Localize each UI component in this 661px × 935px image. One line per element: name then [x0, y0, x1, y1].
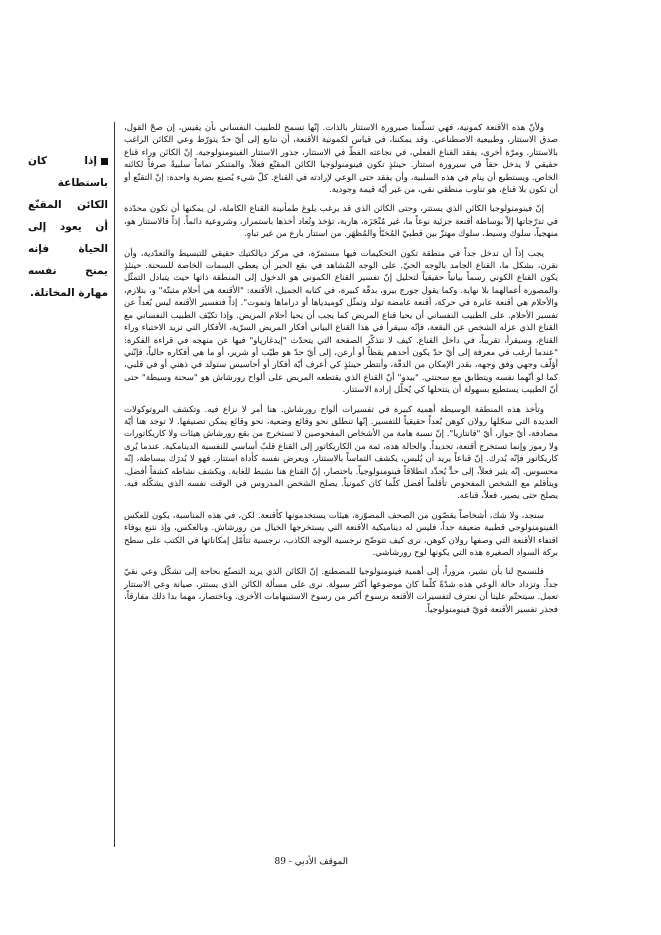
pullquote [28, 150, 108, 304]
pullquote-text: إذا كان باستطاعة الكائن المقنّع أن يعود إلى الحياة فإنه يمنح نفسه مهارة المخاتلة. [28, 155, 108, 299]
article-body [124, 122, 558, 623]
paragraph-3: يجب إذاً أن تدخل جداً في منطقة تكون التحكيمات فيها مستمرّة، في مركز ديالكتيك حقيقي للتبسيط والتعدّدية، وأن نقرن، بشكل ما، القناع الجامد بالوجه الحيّ. على الوجه المُشاهد في بقع الحبر أن يعطي السمات الخاصة للسحنة. حينئذٍ يكون القناع الكوني رسماً بيانياً حقيقياً لتحليل إنّ تفسير القناع الكموني هو الدخول إلى المنطقة ذاتها حيث يتبادل التمثّل والمصورة أعمالهما بلا نهاية. وكما يقول جورج بيرو، بدقّة كبيرة، في كتابه الجميل، الأقنعة: "الأقنعة هي أحلام مثبتّة" و، بتلازم، والأحلام هي أقنعة عابرة في حركة، أقنعة غامضة تولد وتمثّل كوميدياها أو دراماها وتموت". إذاً فتفسير الأقنعة ليس بُعداً عن تفسير الأحلام. على الطبيب النفساني أن يحيا قناع المريض كما يجب أن يحيا أحلام المريض. وإذا تكيّف الطبيب النفساني مع القناع الذي عزله الشخص عن البقعة، فإنّه سيقرأ في هذا القناع البياني أفكار المريض السرّية، الأفكار التي تريد الاختباء وراء القناع، وسيقرأ، تقريباً، في داخل القناع. كيف لا نتذكّر الصفحة التي يتحدّث "إيدغارپاو" فيها عن منهجه في قراءة الفكرة: "عندما أرغب في معرفة إلى أيّ حدّ يكون أحدهم يقظاً أو أرعن، إلى أيّ حدّ هو طيّب أو شرير، أو ما هي أفكاره حالياً، فإنّني أؤلّف وجهي وفق وجهه، بقدر الإمكان من الدقّة، وأنتظر حينئذٍ كي أعرف أيّة أفكار أو أحاسيس ستولد في ذهني أو في قلبي، كما لو أنّهما نفسه ويتطابق مع سحنتي. "بيدو" أنّ القناع الذي يقتطعه المريض على ألواح رورشاش هو "سحنة وسيطة" حتى أنّ الطبيب يستطيع بسهولة أن ينتحلها كي يُحلّل إرادة الاستتار. [124, 248, 558, 396]
page-footer: الموقف الأدبي - 89 [274, 857, 348, 867]
column-divider-rule [114, 122, 115, 847]
paragraph-2: إنّ فينومنولوجيا الكائن الذي يستتر، وحتى الكائن الذي قد يرغب بلوغ طمأنينة القناع الكاملة، لن يمكنها أن تكون محدّدة في تدرّجاتها إلاّ بوساطة أقنعة جزئية نوعاً ما، غير مُنْجَزَة، هاربة، تؤخذ وتُعاد أخذها باستمرار، وشروعية دائماً. إذاً فالاستتار هو، منهجياً، سلوك وسيط، سلوك مهتزّ بين قطبيّ المُخبّأ والمُظهَر. من استتار بارع من غير تباهٍ. [124, 204, 558, 240]
paragraph-4: وتأخذ هذه المنطقة الوسيطة أهمية كبيرة في تفسيرات ألواح رورشاش. هنا أمر لا نزاع فيه. وتكشف البروتوكولات العديدة التي سجّلها رولان كوهن بُعداً حقيقياً للتفسير. إنّها تنطلق نحو وقائع وضعية، نحو وقائع يمكن تصنيفها. لا توجد هنا أيّة مصادفة، أيّ جواز، أيّ "فانتازيا". إنّ نسبة هامة من الأشخاص المفحوصين لا تستخرج من بقع رورشاش هيئات ولا كاريكاتورات ولا رموز وإنما تستخرج أقنعة، تحديداً. والحالة هذه، ثمة من الكاريكاتور إلى القناع قلبٌ أساسي للنفسية الدينامكية. عندما يُرى كاريكاتور فإنّه يُدرك. إنّ قناعاً يريد أن يُلبس، يكشف التماساً بالاستتار، ويعرض نفسه كأداة استتار. فهو لا يُدرَك ببساطة، إنّه محسوس. إنّه يثير فعلاً، إلى حدٍّ يُحدِّد انطلاقاً فينومنولوجياً. باختصار، إنّ القناع هنا نشيط للغاية. ويكشف نشاطه كشفاً أفضل. ويتأقلم مع الشخص المفحوص تأقلماً أفضل كلّما كان كمونياً. يصلح الشخص المدروس في الوقت نفسه الذي يشكّله فيه. يصلح حتى يصير، فعلاً، قناعه. [124, 404, 558, 502]
paragraph-6: فلنسمح لنا بأن نشير، مروراً، إلى أهمية فينومنولوجيا للمصطنع. إنّ الكائن الذي يريد التصنّع بحاجة إلى تشكّل وعي نقيّ جداً. وتزداد حالة الوعي هذه شدّةً كلّما كان موضوعها أكثر سيولة. نرى على مسألة الكائن الذي يستتر، صيانة وعي الاستتار تعمل. سيتحتّم علينا أن نعترف لتفسيرات الأقنعة برسوخ أكبر من رسوخ الاستبيهامات الأخرى. وباختصار، مهما بدا ذلك مفارقاً، فجذر تفسير الأقنعة قويّ فينومنولوجياً. [124, 567, 558, 615]
paragraph-5: سنجد، ولا شك، أشخاصاً يقصّون من الصحف المصوّرة، هيئات يستخدمونها كأقنعة. لكن، في هذه المناسبة، يكون للعكس الفينومنولوجي قطبية ضعيفة جداً، فليس له ديناميكية الأقنعة التي يستخرجها الخيال من رورشاش. وبالعكس، وإذ نتبع بوفاء اقتفاء الأقنعة التي وصفها رولان كوهن، نرى كيف تتوضّح نرجسية الوجه الكاذب، نرجسية تتأمّل إمكاناتها في الكتب على سطح بركة السواد الصغيرة هذه التي يكونها لوح رورشاشي. [124, 510, 558, 558]
black-square-icon [101, 158, 108, 165]
paragraph-1: ولأنّ هذه الأقنعة كمونية، فهي تسلّمنا صيرورة الاستتار بالذات. إنّها تسمح للطبيب النفساني بأن يقيس، إن صحّ القول، صدق الاستتار، وطبيعية الاصطناعي. وقد يمكننا، في قياس لكمونية الأقنعة، أن نتابع إلى أيّ حدّ يتورّط وعي الكائن الراغب بالاستتار. ومرّة أخرى، يفقد القناع الفعلي، في نجاعته الفظّ في الاستتار، جذور الاستتار الفينومنولوجية. إنّ الكائن وراء قناع حقيقي لا يدخل حقاً في سيرورة استتار. حينئذٍ تكون فينومنولوجيا الكائن المقنّع فعلاً، والمتنكر تماماً سلبيةً صرفاً لكائنه الخاص. ويستطيع أن ينام في هذه السلبية، وأن يفقد حتى الوعي لإرادته في القناع. كلّ شيء يُصنع بضربة واحدة: إنّ التقنّع أو أن تكون بلا قناع، هو تناوب منطقي نقي، من غير أيّة قيمة وجودية. [124, 123, 558, 196]
